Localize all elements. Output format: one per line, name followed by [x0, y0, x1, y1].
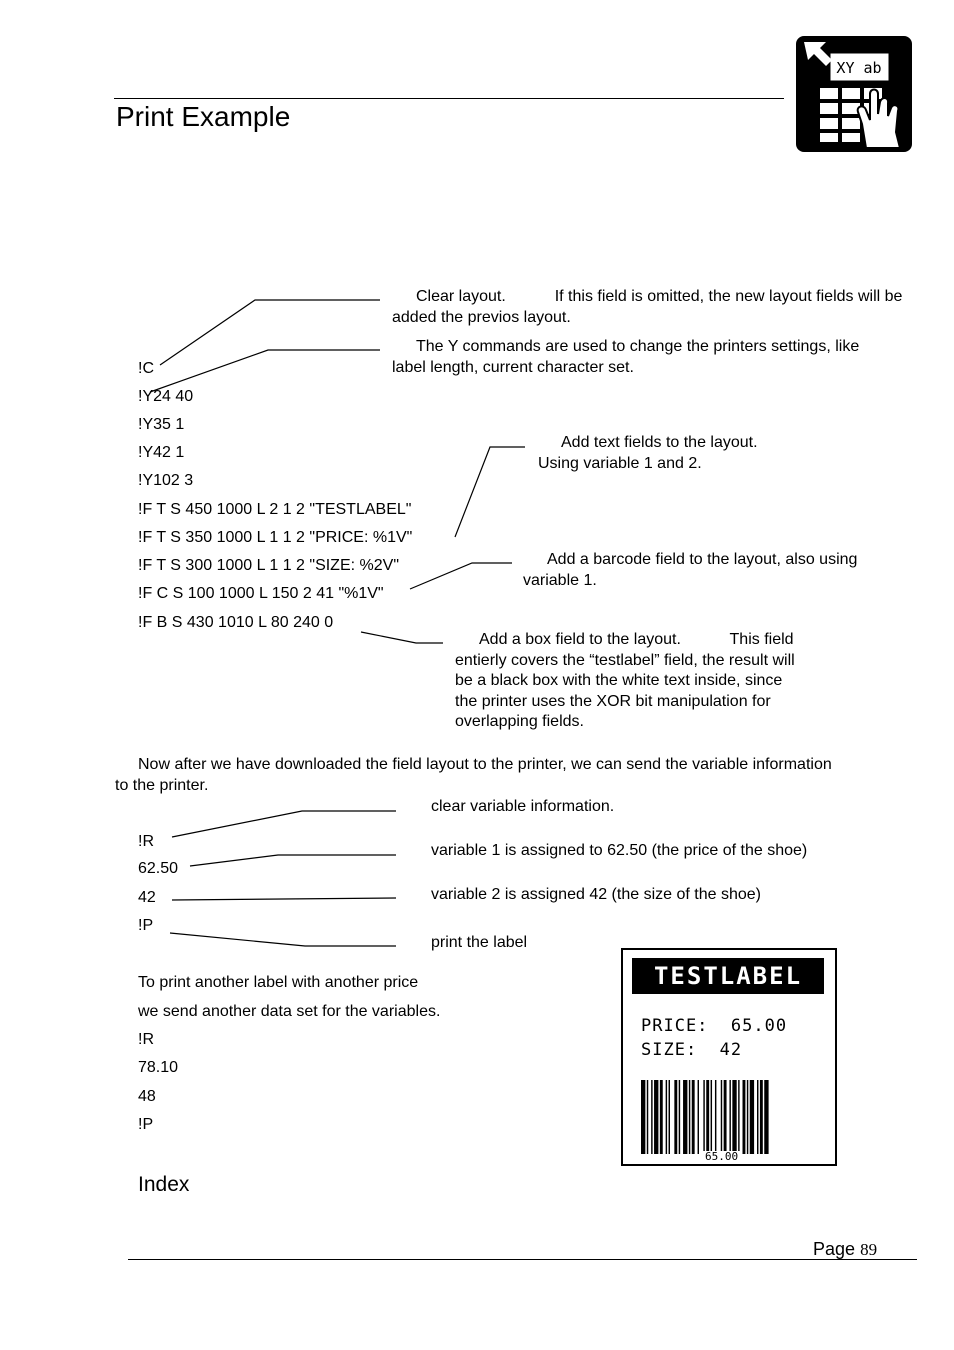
barcode-bars: [641, 1080, 821, 1154]
page-label: Page: [813, 1239, 856, 1259]
barcode: [641, 1080, 821, 1159]
layout-command: !Y24 40: [138, 388, 194, 405]
variable-command: 62.50: [138, 860, 179, 877]
second-set-command: 48: [138, 1088, 156, 1105]
label-price: PRICE: 65.00: [641, 1016, 788, 1036]
connector-clear: [160, 300, 380, 365]
connector-print: [170, 933, 396, 946]
page-title: Print Example: [116, 101, 291, 132]
barcode-bar: [647, 1080, 648, 1154]
layout-command: !F B S 430 1010 L 80 240 0: [138, 614, 334, 631]
barcode-bar: [715, 1080, 716, 1154]
connector-text: [455, 447, 525, 537]
layout-command: !F T S 300 1000 L 1 1 2 "SIZE: %2V": [138, 557, 399, 574]
barcode-bar: [743, 1080, 746, 1154]
note-box: Add a box field to the layout. This field entierly covers the “testlabel” field, the result will be a black box with the white text inside, since the printer uses the XOR bit manipulation for overlapping fields.: [455, 631, 800, 730]
connector-barcode: [410, 563, 512, 589]
variable-note: clear variable information.: [431, 798, 615, 815]
second-set-line: we send another data set for the variables.: [138, 1003, 441, 1020]
barcode-bar: [760, 1080, 763, 1154]
barcode-bar: [660, 1080, 663, 1154]
page-number: 89: [860, 1240, 878, 1259]
variable-note: variable 2 is assigned 42 (the size of the shoe): [431, 886, 761, 903]
barcode-bar: [654, 1080, 658, 1154]
barcode-bar: [706, 1080, 709, 1154]
barcode-bar: [738, 1080, 739, 1154]
barcode-bar: [729, 1080, 730, 1154]
second-set-command: !P: [138, 1116, 154, 1133]
connector-r: [172, 811, 396, 837]
layout-command: !F T S 450 1000 L 2 1 2 "TESTLABEL": [138, 501, 412, 518]
label-preview: [621, 948, 837, 1166]
layout-command: !Y42 1: [138, 444, 185, 461]
layout-command: !Y102 3: [138, 472, 194, 489]
barcode-text: 65.00: [705, 1150, 739, 1163]
layout-command: !Y35 1: [138, 416, 185, 433]
barcode-bar: [711, 1080, 712, 1154]
variable-command: !R: [138, 833, 154, 850]
barcode-bar: [750, 1080, 754, 1154]
note-y-commands: The Y commands are used to change the printers settings, like label length, current character set.: [392, 338, 860, 376]
variable-note: print the label: [431, 934, 528, 951]
variable-command: 42: [138, 889, 156, 906]
layout-command: !F T S 350 1000 L 1 1 2 "PRICE: %1V": [138, 529, 413, 546]
second-set-command: 78.10: [138, 1059, 179, 1076]
barcode-bar: [683, 1080, 687, 1154]
barcode-bar: [651, 1080, 652, 1154]
barcode-bar: [747, 1080, 748, 1154]
layout-command: !C: [138, 360, 154, 377]
page-footer: [813, 1238, 877, 1261]
note-barcode: Add a barcode field to the layout, also using variable 1.: [523, 551, 858, 589]
barcode-bar: [732, 1080, 736, 1154]
barcode-bar: [757, 1080, 758, 1154]
barcode-bar: [679, 1080, 680, 1154]
connector-price: [190, 855, 396, 866]
variable-note: variable 1 is assigned to 62.50 (the price of the shoe): [431, 842, 808, 859]
barcode-bar: [698, 1080, 699, 1154]
barcode-bar: [692, 1080, 695, 1154]
variable-command: !P: [138, 917, 154, 934]
connector-box: [361, 632, 443, 643]
intro-paragraph: Now after we have downloaded the field layout to the printer, we can send the variable information to the printer.: [115, 756, 832, 794]
barcode-bar: [669, 1080, 670, 1154]
barcode-bar: [674, 1080, 677, 1154]
layout-command: !F C S 100 1000 L 150 2 41 "%1V": [138, 585, 384, 602]
barcode-bar: [721, 1080, 722, 1154]
footer-rule: [128, 1259, 917, 1260]
label-size: SIZE: 42: [641, 1040, 743, 1060]
barcode-bar: [641, 1080, 645, 1154]
label-heading: TESTLABEL: [632, 958, 824, 994]
connector-y: [150, 350, 380, 392]
connector-size: [172, 898, 396, 900]
note-text-fields: Add text fields to the layout. Using variable 1 and 2.: [538, 434, 758, 472]
index-link[interactable]: Index: [138, 1173, 190, 1196]
logo-text: XY ab: [836, 59, 882, 77]
second-set-line: To print another label with another price: [138, 974, 419, 991]
barcode-bar: [764, 1080, 768, 1154]
note-clear-layout: Clear layout. If this field is omitted, the new layout fields will be added the previos layout.: [392, 288, 907, 326]
barcode-bar: [724, 1080, 727, 1154]
second-set-command: !R: [138, 1031, 154, 1048]
barcode-bar: [689, 1080, 690, 1154]
barcode-bar: [703, 1080, 704, 1154]
barcode-bar: [666, 1080, 667, 1154]
